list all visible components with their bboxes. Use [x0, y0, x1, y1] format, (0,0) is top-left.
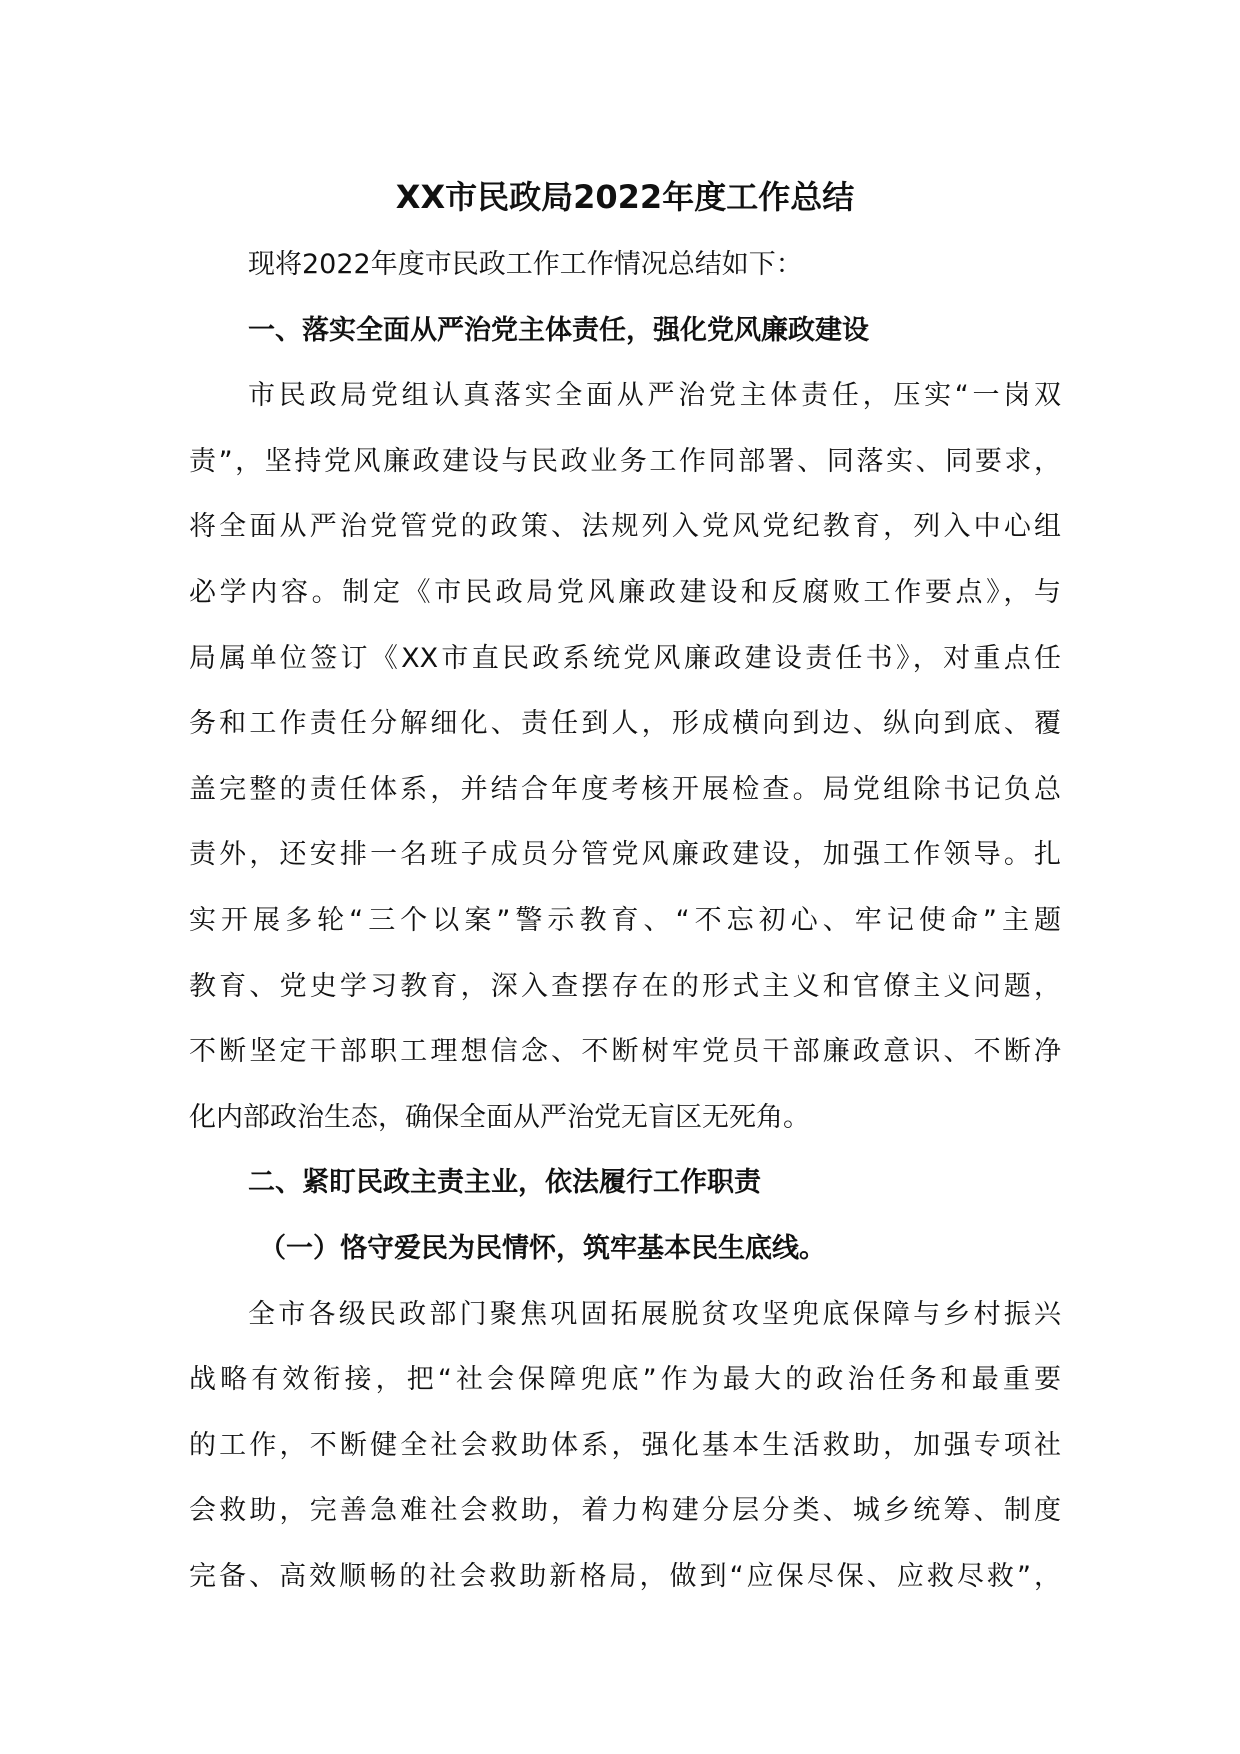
paragraph-line: 将全面从严治党管党的政策、法规列入党风党纪教育，列入中心组 [189, 511, 1061, 543]
paragraph-line: 实开展多轮“三个以案”警示教育、“不忘初心、牢记使命”主题 [189, 904, 1061, 936]
paragraph-line: 必学内容。制定《市民政局党风廉政建设和反腐败工作要点》，与 [189, 576, 1061, 608]
section-1-heading: 一、落实全面从严治党主体责任，强化党风廉政建设 [248, 314, 869, 346]
paragraph-line: 全市各级民政部门聚焦巩固拓展脱贫攻坚兜底保障与乡村振兴 [248, 1298, 1061, 1330]
paragraph-line: 盖完整的责任体系，并结合年度考核开展检查。局党组除书记负总 [189, 773, 1061, 805]
paragraph-line: 完备、高效顺畅的社会救助新格局，做到“应保尽保、应救尽救”， [189, 1560, 1061, 1592]
document-title: XX市民政局2022年度工作总结 [395, 178, 855, 216]
intro-paragraph: 现将2022年度市民政工作工作情况总结如下： [248, 249, 803, 280]
paragraph-line: 的工作，不断健全社会救助体系，强化基本生活救助，加强专项社 [189, 1429, 1061, 1461]
section-2-heading: 二、紧盯民政主责主业，依法履行工作职责 [248, 1167, 761, 1199]
paragraph-line: 务和工作责任分解细化、责任到人，形成横向到边、纵向到底、覆 [189, 708, 1061, 740]
paragraph-line: 战略有效衔接，把“社会保障兜底”作为最大的政治任务和最重要 [189, 1364, 1061, 1396]
paragraph-line: 化内部政治生态，确保全面从严治党无盲区无死角。 [189, 1101, 810, 1133]
paragraph-line: 责”，坚持党风廉政建设与民政业务工作同部署、同落实、同要求， [189, 445, 1061, 477]
paragraph-line: 市民政局党组认真落实全面从严治党主体责任，压实“一岗双 [248, 380, 1061, 412]
section-2-subheading: （一）恪守爱民为民情怀，筑牢基本民生底线。 [259, 1232, 826, 1264]
section-1-paragraph [189, 363, 1061, 1150]
paragraph-line: 不断坚定干部职工理想信念、不断树牢党员干部廉政意识、不断净 [189, 1036, 1061, 1068]
paragraph-line: 局属单位签订《XX市直民政系统党风廉政建设责任书》，对重点任 [189, 642, 1061, 674]
paragraph-line: 责外，还安排一名班子成员分管党风廉政建设，加强工作领导。扎 [189, 839, 1061, 871]
paragraph-line: 教育、党史学习教育，深入查摆存在的形式主义和官僚主义问题， [189, 970, 1061, 1002]
document-page [189, 164, 1061, 1609]
section-2-paragraph [189, 1282, 1061, 1610]
paragraph-line: 会救助，完善急难社会救助，着力构建分层分类、城乡统筹、制度 [189, 1495, 1061, 1527]
